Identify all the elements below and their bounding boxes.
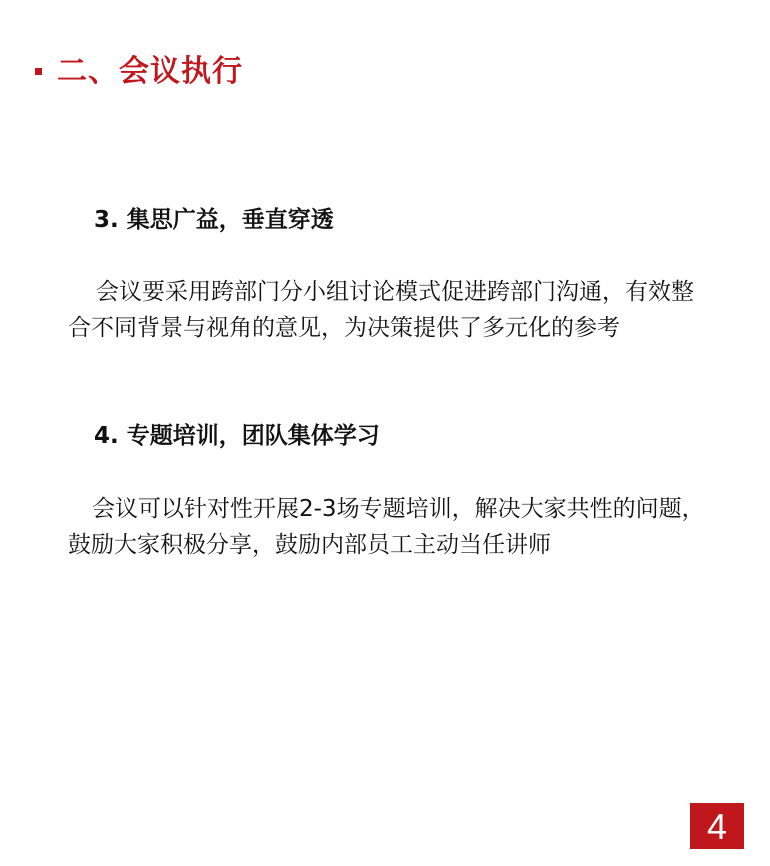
page-number-badge: 4: [690, 803, 744, 849]
point-body-3: 会议要采用跨部门分小组讨论模式促进跨部门沟通，有效整合不同背景与视角的意见，为决策提供了多元化的参考: [68, 279, 694, 341]
point-heading-4: 4. 专题培训，团队集体学习: [94, 423, 380, 449]
title-bullet-square: [35, 68, 42, 75]
section-title: 二、会议执行: [57, 54, 243, 89]
point-body-4: 会议可以针对性开展2-3场专题培训，解决大家共性的问题，鼓励大家积极分享，鼓励内部员工主动当任讲师: [68, 496, 705, 558]
point-heading-3: 3. 集思广益，垂直穿透: [94, 207, 334, 233]
